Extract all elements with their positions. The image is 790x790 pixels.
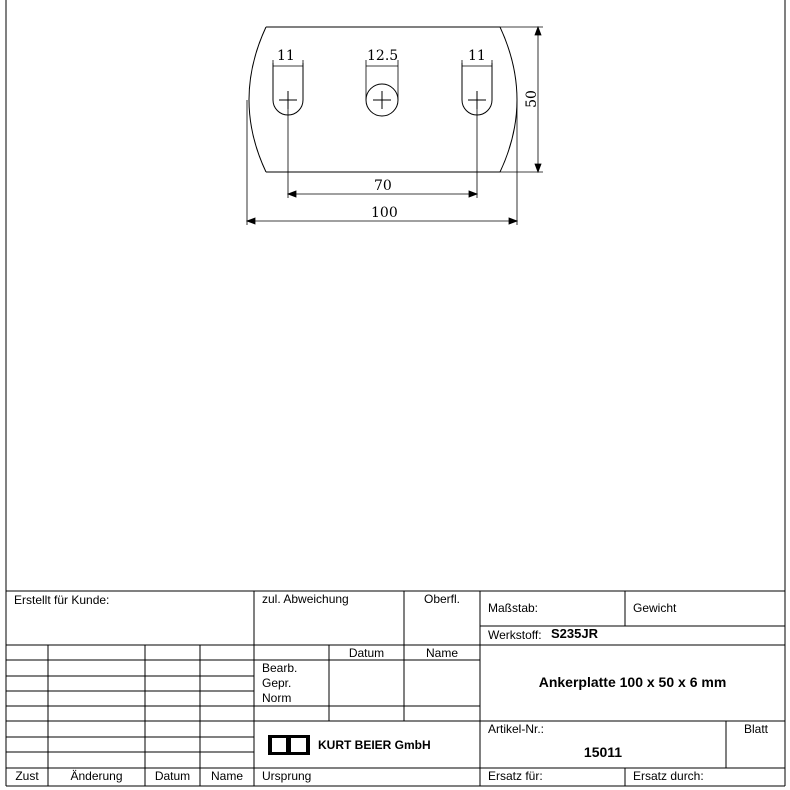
werkstoff-value: S235JR [551,626,598,641]
dim-height-label: 50 [523,90,540,108]
drawing-title: Ankerplatte 100 x 50 x 6 mm [538,674,727,690]
erstellt-fuer-kunde-label: Erstellt für Kunde: [14,593,110,607]
massstab-label: Maßstab: [488,601,539,615]
dim-slot-left-label: 11 [277,48,295,64]
dim-width-label: 100 [371,205,398,221]
rev-datum-header: Datum [154,769,191,783]
oberfl-label: Oberfl. [424,592,461,606]
slot-right [462,63,492,115]
gepr-label: Gepr. [262,676,292,690]
datum-header: Datum [348,646,385,660]
blatt-label: Blatt [744,722,769,736]
hole-center [366,84,398,116]
zust-header: Zust [15,769,39,783]
ersatz-durch-label: Ersatz durch: [633,769,704,783]
dim-slot-right-label: 11 [468,48,486,64]
company-logo-icon [268,735,310,755]
name-header: Name [425,646,458,660]
slot-left [273,63,303,115]
artikel-nr-label: Artikel-Nr.: [488,722,545,736]
gewicht-label: Gewicht [633,601,677,615]
artikel-nr-value: 15011 [583,744,623,760]
company-name: KURT BEIER GmbH [318,738,431,752]
dim-slot-center-label: 12.5 [367,48,399,64]
dim-hole-spacing-label: 70 [374,178,392,194]
bearb-label: Bearb. [262,661,298,675]
ursprung-label: Ursprung [262,769,312,783]
zul-abweichung-label: zul. Abweichung [262,592,349,606]
werkstoff-label: Werkstoff: [488,628,542,642]
rev-name-header: Name [210,769,243,783]
norm-label: Norm [262,691,292,705]
ersatz-fuer-label: Ersatz für: [488,769,543,783]
aenderung-header: Änderung [70,769,123,783]
